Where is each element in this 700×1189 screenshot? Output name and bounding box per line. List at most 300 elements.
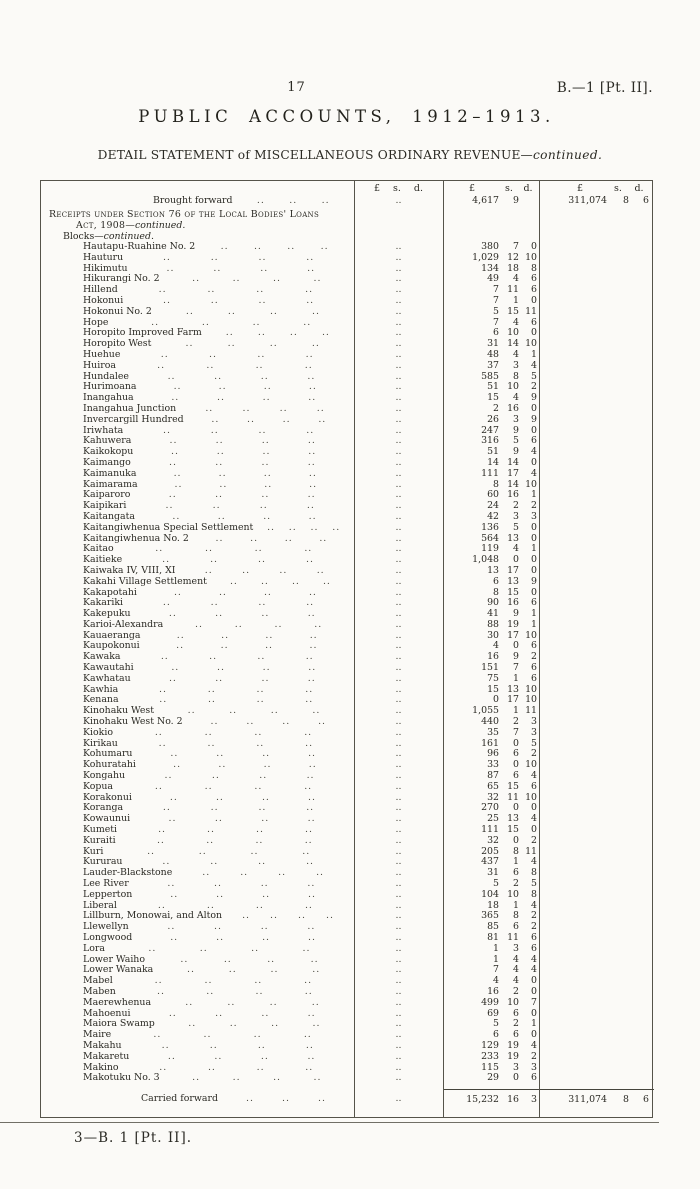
amount-pounds: 13: [487, 564, 499, 576]
section-heading-row-2: [41, 220, 652, 231]
amount-shillings: 10: [507, 996, 519, 1008]
leader-dot-pair: ..: [169, 457, 177, 468]
table-row: [41, 976, 652, 987]
table-row: [41, 706, 652, 717]
leader-dots: [129, 922, 354, 933]
amount-pounds: 233: [481, 1050, 499, 1062]
amount-pounds: 15: [487, 683, 499, 695]
block-name: Kiokio: [83, 727, 113, 738]
block-name: Mabel: [83, 976, 113, 987]
amount-pence: 0: [531, 327, 537, 339]
block-name: Llewellyn: [83, 922, 129, 933]
pound-symbol: £: [576, 183, 583, 194]
amount-shillings: 17: [507, 467, 519, 479]
leader-dot-pair: ..: [211, 414, 220, 425]
leader-dot-pair: ..: [250, 533, 259, 544]
block-name-cell: [41, 890, 354, 901]
amount-pence: 2: [531, 381, 537, 393]
leader-dot-pair: ..: [304, 360, 313, 371]
amount-pounds: 81: [487, 932, 499, 943]
leader-dots: ..: [395, 446, 402, 458]
table-row: [41, 739, 652, 750]
amount-pounds: 16: [487, 651, 499, 663]
leader-dot-pair: ..: [278, 868, 287, 879]
leader-dots: [160, 274, 354, 285]
block-name-cell: [41, 253, 354, 264]
leader-dot-pair: ..: [220, 242, 229, 252]
table-row: [41, 1009, 652, 1020]
amount-cell: [443, 577, 539, 588]
amount-shillings: 5: [513, 435, 519, 447]
table-row: [41, 242, 652, 253]
pound-symbol: £: [468, 183, 475, 194]
total-cell: [539, 793, 654, 804]
table-row: [41, 631, 652, 642]
block-name: Inangahua Junction: [83, 403, 177, 414]
leader-dot-pair: ..: [210, 803, 219, 814]
leader-dots: ..: [395, 467, 402, 479]
table-row: [41, 987, 652, 998]
total-cell: [539, 490, 654, 501]
table-row: [41, 847, 652, 858]
leader-dot-pair: ..: [155, 544, 164, 555]
leader-dot-pair: ..: [262, 447, 271, 458]
leader-dots: ..: [395, 953, 402, 965]
leader-dots: ..: [395, 284, 402, 296]
leader-dots: [130, 490, 354, 501]
table-row: [41, 793, 652, 804]
block-name-cell: [41, 847, 354, 858]
leader-dot-pair: ..: [253, 1030, 262, 1041]
leader-dot-pair: ..: [157, 360, 166, 371]
block-name-cell: [41, 760, 354, 771]
total-cell: [539, 739, 654, 750]
table-row: [41, 911, 652, 922]
leader-dot-pair: ..: [308, 511, 317, 522]
leader-dot-pair: ..: [303, 317, 312, 328]
amount-pence: 0: [531, 294, 537, 306]
amount-shillings: 2: [513, 500, 519, 512]
table-row: [41, 879, 652, 890]
leader-dot-pair: ..: [262, 393, 271, 404]
amount-pence: 10: [525, 683, 537, 695]
leader-dots: [207, 577, 354, 588]
amount-pence: 5: [531, 370, 537, 382]
leader-dots: [183, 717, 354, 728]
amount-pence: 6: [531, 662, 537, 674]
block-name: Koranga: [83, 803, 124, 814]
leader-dot-pair: ..: [180, 954, 189, 965]
amount-cell: [443, 566, 539, 577]
leader-dots: ..: [395, 910, 402, 922]
leader-dot-pair: ..: [313, 1073, 322, 1084]
leader-dot-pair: ..: [214, 371, 223, 382]
leader-dot-pair: ..: [167, 1051, 176, 1062]
amount-pence: 1: [531, 543, 537, 555]
leader-dot-pair: ..: [215, 609, 224, 620]
amount-shillings: 12: [507, 251, 519, 263]
leader-dots: [132, 933, 354, 944]
leader-dot-pair: ..: [198, 846, 207, 857]
leader-dot-pair: ..: [215, 792, 224, 803]
table-row: [41, 728, 652, 739]
amount-cell: [443, 361, 539, 372]
leader-dot-pair: ..: [159, 695, 168, 706]
block-name: Hillend: [83, 285, 118, 296]
leader-dots: [118, 685, 354, 696]
leader-dot-pair: ..: [263, 511, 272, 522]
leader-dot-pair: ..: [306, 425, 315, 436]
leader-dots: [117, 901, 354, 912]
table-row: [41, 674, 652, 685]
block-name: Inangahua: [83, 393, 134, 404]
doc-reference: B.—1 [Pt. II].: [556, 80, 653, 96]
amount-cell: [443, 523, 539, 534]
amount-pence: 4: [531, 1039, 537, 1051]
table-row: [41, 685, 652, 696]
leader-dot-pair: ..: [167, 371, 176, 382]
table-row: [41, 890, 652, 901]
block-name-cell: [41, 728, 354, 739]
block-name-cell: [41, 857, 354, 868]
leader-dot-pair: ..: [214, 922, 222, 933]
leader-dot-pair: ..: [170, 933, 179, 943]
leader-dot-pair: ..: [229, 706, 238, 717]
leader-dot-pair: ..: [158, 738, 167, 749]
block-name-cell: [41, 609, 354, 620]
leader-dot-pair: ..: [157, 986, 166, 997]
leader-dot-pair: ..: [263, 760, 272, 771]
table-row: [41, 825, 652, 836]
amount-shillings: 19: [507, 618, 519, 630]
leader-dot-pair: ..: [318, 717, 327, 728]
leader-dots: [129, 372, 354, 383]
block-name-cell: [41, 631, 354, 642]
block-name-cell: [41, 393, 354, 404]
leader-dots: ..: [395, 195, 402, 206]
total-cell: [539, 285, 654, 296]
amount-pence: 6: [531, 932, 537, 943]
brought-forward-row: [41, 196, 652, 209]
leader-dot-pair: ..: [225, 328, 234, 339]
leader-dot-pair: ..: [242, 403, 251, 414]
leader-dot-pair: ..: [187, 965, 195, 976]
amount-pence: 3: [531, 726, 537, 738]
leader-dot-pair: ..: [207, 1062, 216, 1073]
block-name-cell: [41, 382, 354, 393]
revenue-table: [40, 180, 653, 1118]
amount-pounds: 564: [481, 532, 499, 544]
leader-dots: ..: [395, 942, 402, 954]
leader-dot-pair: ..: [260, 263, 269, 274]
leader-dot-pair: ..: [307, 922, 316, 933]
block-name-cell: [41, 544, 354, 555]
leader-dot-pair: ..: [258, 252, 267, 263]
leader-dots: ..: [395, 1029, 402, 1041]
block-name-cell: [41, 361, 354, 372]
table-row: [41, 857, 652, 868]
leader-dots: [134, 663, 354, 674]
blocks-heading-continued: continued.: [103, 231, 154, 242]
leader-dot-pair: ..: [256, 1062, 265, 1073]
leader-dot-pair: ..: [216, 749, 225, 760]
amount-pence: 3: [531, 1094, 537, 1106]
block-name: Kowaunui: [83, 814, 131, 825]
amount-pence: 5: [531, 878, 537, 890]
amount-pounds: 4,617: [472, 195, 499, 206]
leader-dot-pair: ..: [151, 317, 160, 328]
leader-dot-pair: ..: [204, 781, 213, 792]
table-row: [41, 652, 652, 663]
amount-shillings: 1: [513, 672, 519, 684]
leader-dot-pair: ..: [176, 630, 185, 641]
leader-dots: [122, 555, 354, 566]
block-name-cell: [41, 987, 354, 998]
leader-dots: ..: [395, 716, 402, 728]
leader-dot-pair: ..: [287, 242, 296, 252]
amount-cell: [443, 998, 539, 1009]
leader-dot-pair: ..: [206, 900, 215, 911]
block-name: Kaitangata: [83, 511, 135, 522]
leader-dots: [123, 296, 354, 307]
leader-dot-pair: ..: [306, 501, 315, 512]
pence-label: d.: [523, 183, 533, 194]
leader-dots: ..: [395, 500, 402, 512]
amount-pence: 4: [531, 953, 537, 965]
total-cell: [539, 868, 654, 879]
leader-dot-pair: ..: [302, 846, 311, 857]
table-row: [41, 501, 652, 512]
leader-dots: ..: [395, 305, 402, 317]
amount-pounds: 5: [493, 1018, 499, 1030]
block-name: Kopua: [83, 781, 114, 792]
amount-pence: 10: [525, 694, 537, 706]
leader-dots: ..: [395, 1093, 402, 1105]
block-name: Horopito West: [83, 339, 152, 350]
block-name: Kirikau: [83, 738, 118, 749]
leader-dots: ..: [395, 348, 402, 360]
amount-pounds: 7: [493, 294, 499, 306]
table-row: [41, 458, 652, 469]
blocks-heading-row: [41, 231, 652, 242]
amount-pounds: 33: [487, 759, 499, 771]
leader-dot-pair: ..: [162, 803, 171, 814]
leader-dots: [152, 307, 354, 318]
leader-dot-pair: ..: [210, 598, 219, 609]
leader-dot-pair: ..: [252, 317, 261, 328]
block-name: Makino: [83, 1062, 119, 1073]
block-name: Hikimutu: [83, 263, 128, 274]
leader-dots: ..: [395, 780, 402, 792]
table-row: [41, 393, 652, 404]
table-row: [41, 1019, 652, 1030]
amount-pounds: 24: [487, 500, 499, 512]
leader-dot-pair: ..: [262, 933, 271, 943]
amount-pounds: 0: [493, 694, 499, 706]
block-name-cell: [41, 685, 354, 696]
leader-dots: [120, 350, 354, 361]
leader-dot-pair: ..: [217, 511, 226, 522]
leader-dot-pair: ..: [305, 652, 314, 663]
block-name: Kaitangiwhenua No. 2: [83, 533, 189, 544]
amount-shillings: 6: [513, 1029, 519, 1041]
amount-shillings: 13: [507, 532, 519, 544]
table-row: [41, 620, 652, 631]
amount-cell: [443, 1073, 539, 1084]
block-name-cell: [41, 566, 354, 577]
block-name: Korakonui: [83, 792, 132, 803]
block-name: Hundalee: [83, 371, 129, 382]
leader-dot-pair: ..: [305, 555, 314, 566]
block-name-cell: [41, 318, 354, 329]
table-row: [41, 318, 652, 329]
block-name-cell: [41, 328, 354, 339]
page-number: 17: [287, 80, 306, 95]
total-cell: [539, 652, 654, 663]
amount-pounds: 1,048: [472, 554, 499, 566]
leader-dots: [113, 976, 354, 987]
amount-pence: 11: [525, 845, 537, 857]
block-name-cell: [41, 793, 354, 804]
leader-dot-pair: ..: [220, 641, 229, 652]
total-cell: [539, 760, 654, 771]
leader-dot-pair: ..: [262, 889, 271, 900]
table-row: [41, 598, 652, 609]
table-row: [41, 512, 652, 523]
leader-dot-pair: ..: [308, 382, 317, 393]
amount-pence: 4: [531, 359, 537, 371]
leader-dot-pair: ..: [154, 976, 163, 987]
leader-dot-pair: ..: [216, 663, 225, 674]
leader-dots: .. .. ..: [256, 196, 330, 206]
amount-pence: [519, 196, 537, 209]
leader-dots: ..: [395, 456, 402, 468]
amount-shillings: 15: [507, 824, 519, 836]
leader-dot-pair: ..: [314, 619, 323, 630]
leader-dot-pair: ..: [216, 393, 225, 404]
leader-dots: ..: [395, 683, 402, 695]
block-name: Kaikokopu: [83, 447, 134, 458]
total-cell: [539, 1052, 654, 1063]
total-cell: [539, 555, 654, 566]
block-name: Kinohaku West: [83, 706, 155, 717]
total-cell: [539, 415, 654, 426]
block-name: Maben: [83, 986, 116, 997]
leader-dots: ..: [395, 564, 402, 576]
leader-dot-pair: ..: [306, 295, 315, 306]
leader-dot-pair: ..: [307, 673, 316, 684]
block-name-cell: [41, 436, 354, 447]
leader-dots: [131, 1009, 355, 1020]
leader-dot-pair: ..: [313, 274, 322, 285]
section-heading-row: [41, 209, 652, 220]
block-name-cell: [41, 652, 354, 663]
leader-dot-pair: ..: [263, 382, 272, 393]
leader-dot-pair: ..: [298, 911, 306, 922]
leader-dot-pair: ..: [307, 609, 316, 620]
leader-dot-pair: ..: [258, 598, 267, 609]
block-name: Kawhia: [83, 684, 119, 695]
total-cell: [539, 361, 654, 372]
table-row: [41, 641, 652, 652]
amount-pence: 0: [531, 1029, 537, 1041]
leader-dots: ..: [395, 899, 402, 911]
table-row: [41, 771, 652, 782]
block-name-cell: [41, 749, 354, 760]
leader-dot-pair: ..: [210, 425, 219, 436]
leader-dot-pair: ..: [310, 954, 319, 965]
leader-dot-pair: ..: [165, 501, 174, 512]
leader-dots: [176, 404, 354, 415]
leader-dot-pair: ..: [203, 1030, 212, 1041]
amount-pounds: 7: [493, 316, 499, 328]
block-name: Kenana: [83, 695, 119, 706]
amount-shillings: 1: [513, 294, 519, 306]
block-name-cell: [41, 879, 354, 890]
amount-pounds: 440: [481, 716, 499, 728]
amount-pence: 1: [531, 348, 537, 360]
leader-dot-pair: ..: [242, 911, 251, 922]
leader-dot-pair: ..: [260, 879, 269, 890]
leader-dot-pair: ..: [157, 900, 166, 911]
total-cell: [539, 339, 654, 350]
amount-pence: 4: [531, 856, 537, 868]
leader-dot-pair: ..: [255, 900, 264, 911]
amount-shillings: 10: [507, 327, 519, 339]
total-cell: [539, 706, 654, 717]
amount-shillings: 8: [513, 845, 519, 857]
total-cell: [539, 253, 654, 264]
amount-pounds: 30: [487, 629, 499, 641]
amount-shillings: 6: [513, 867, 519, 879]
leader-dots: [126, 501, 354, 512]
block-name: Kohumaru: [83, 749, 133, 760]
amount-pence: 8: [531, 262, 537, 274]
leader-dot-pair: ..: [171, 447, 180, 458]
amount-pence: 9: [531, 392, 537, 404]
total-cell: [539, 404, 654, 415]
leader-dots: ..: [395, 1061, 402, 1073]
shillings-label: s.: [505, 183, 513, 194]
leader-dot-pair: ..: [168, 814, 177, 825]
leader-dot-pair: ..: [162, 555, 171, 566]
leader-dots: [123, 803, 354, 814]
block-name-cell: [41, 350, 354, 361]
block-name-cell: [41, 998, 354, 1009]
leader-dots: ..: [395, 1018, 402, 1030]
leader-dot-pair: ..: [305, 684, 314, 695]
total-cell: [539, 965, 654, 976]
leader-dots: ..: [395, 640, 402, 652]
leader-dots: ..: [395, 370, 402, 382]
block-name: Horopito Improved Farm: [83, 328, 202, 339]
amount-pounds: 111: [481, 467, 499, 479]
total-cell: [539, 1030, 654, 1041]
leader-dots: ..: [395, 813, 402, 825]
total-cell: [539, 695, 654, 706]
amount-pence: 0: [531, 586, 537, 598]
pence-label: d.: [634, 183, 644, 194]
total-cell: [539, 242, 654, 253]
leader-dots: ..: [395, 359, 402, 371]
total-cell: [539, 847, 654, 858]
carried-forward-label-cell: [41, 1089, 354, 1109]
leader-dots: [111, 1030, 354, 1041]
table-row: [41, 544, 652, 555]
leader-dots: ..: [395, 575, 402, 587]
total-cell: [539, 641, 654, 652]
total-cell: [539, 685, 654, 696]
